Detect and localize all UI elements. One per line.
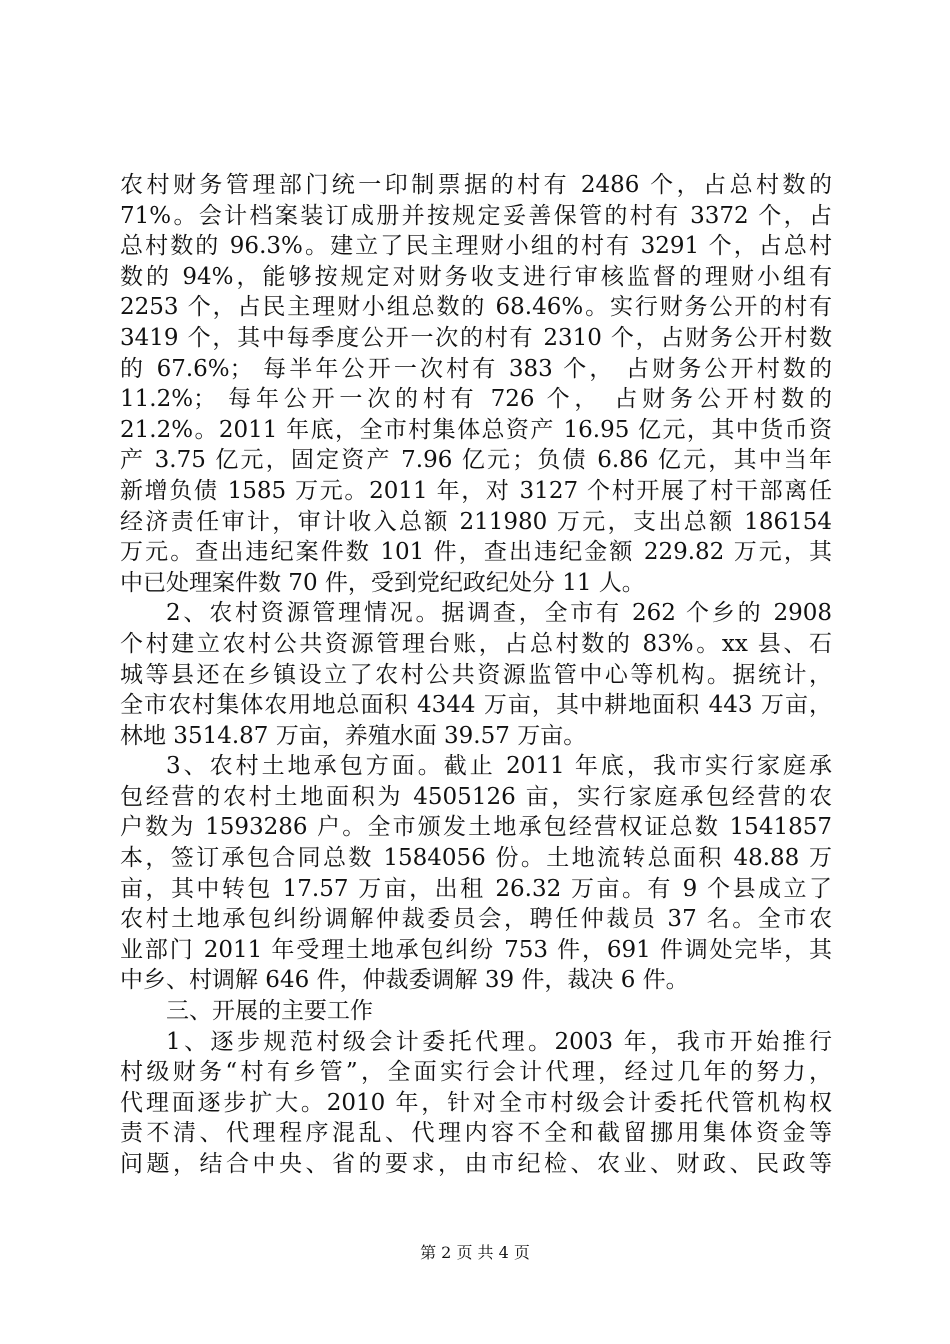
text-line: 2253 个，占民主理财小组总数的 68.46%。实行财务公开的村有	[120, 294, 832, 321]
page-footer: 第 2 页 共 4 页	[420, 1243, 530, 1262]
text-line: 城等县还在乡镇设立了农村公共资源监管中心等机构。据统计，	[120, 661, 832, 688]
text-line: 经济责任审计，审计收入总额 211980 万元，支出总额 186154	[120, 508, 832, 535]
text-line: 业部门 2011 年受理土地承包纠纷 753 件，691 件调处完毕，其	[120, 936, 832, 963]
text-line: 包经营的农村土地面积为 4505126 亩，实行家庭承包经营的农	[120, 783, 832, 810]
text-line: 村级财务“村有乡管”，全面实行会计代理，经过几年的努力，	[120, 1059, 832, 1086]
text-line: 新增负债 1585 万元。2011 年，对 3127 个村开展了村干部离任	[120, 477, 832, 504]
text-line: 户数为 1593286 户。全市颁发土地承包经营权证总数 1541857	[120, 814, 832, 841]
text-line: 责不清、代理程序混乱、代理内容不全和截留挪用集体资金等	[120, 1120, 832, 1147]
text-line: 农村财务管理部门统一印制票据的村有 2486 个，占总村数的	[120, 172, 832, 198]
text-line: 本，签订承包合同总数 1584056 份。土地流转总面积 48.88 万	[120, 845, 832, 872]
text-line: 亩，其中转包 17.57 万亩，出租 26.32 万亩。有 9 个县成立了	[120, 875, 832, 902]
text-line: 农村土地承包纠纷调解仲裁委员会，聘任仲裁员 37 名。全市农	[120, 906, 832, 933]
text-line: 三、开展的主要工作	[166, 998, 373, 1025]
text-line: 1、逐步规范村级会计委托代理。2003 年，我市开始推行	[166, 1028, 832, 1055]
text-line: 万元。查出违纪案件数 101 件，查出违纪金额 229.82 万元，其	[120, 539, 832, 566]
text-line: 个村建立农村公共资源管理台账，占总村数的 83%。xx 县、石	[120, 630, 832, 657]
text-line: 的 67.6%； 每半年公开一次村有 383 个， 占财务公开村数的	[120, 355, 832, 382]
text-line: 代理面逐步扩大。2010 年，针对全市村级会计委托代管机构权	[120, 1089, 832, 1116]
text-line: 中已处理案件数 70 件，受到党纪政纪处分 11 人。	[120, 569, 645, 596]
text-line: 21.2%。2011 年底，全市村集体总资产 16.95 亿元，其中货币资	[120, 416, 832, 443]
text-line: 产 3.75 亿元，固定资产 7.96 亿元；负债 6.86 亿元，其中当年	[120, 447, 832, 474]
text-line: 林地 3514.87 万亩，养殖水面 39.57 万亩。	[120, 722, 587, 749]
text-line: 3、农村土地承包方面。截止 2011 年底，我市实行家庭承	[166, 753, 832, 780]
text-line: 2、农村资源管理情况。据调查，全市有 262 个乡的 2908	[166, 600, 832, 627]
text-line: 71%。会计档案装订成册并按规定妥善保管的村有 3372 个，占	[120, 202, 832, 229]
text-line: 数的 94%，能够按规定对财务收支进行审核监督的理财小组有	[120, 263, 832, 290]
text-line: 全市农村集体农用地总面积 4344 万亩，其中耕地面积 443 万亩，	[120, 692, 832, 719]
text-line: 中乡、村调解 646 件，仲裁委调解 39 件，裁决 6 件。	[120, 967, 689, 994]
text-line: 总村数的 96.3%。建立了民主理财小组的村有 3291 个，占总村	[120, 233, 832, 260]
document-body	[120, 170, 832, 1180]
text-line: 3419 个，其中每季度公开一次的村有 2310 个，占财务公开村数	[120, 324, 832, 351]
text-line: 问题，结合中央、省的要求，由市纪检、农业、财政、民政等	[120, 1151, 832, 1177]
text-line: 11.2%； 每年公开一次的村有 726 个， 占财务公开村数的	[120, 386, 832, 413]
